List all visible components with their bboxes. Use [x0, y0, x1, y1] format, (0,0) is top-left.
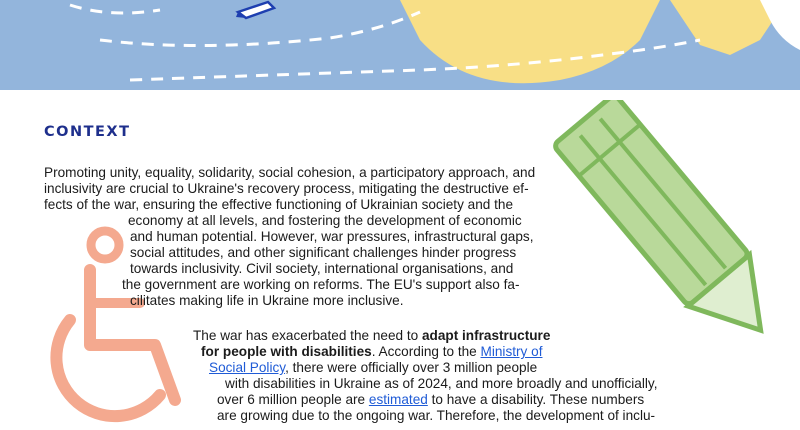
- paragraph-line: economy at all levels, and fostering the development of economic: [128, 213, 522, 228]
- estimated-link[interactable]: estimated: [368, 392, 428, 407]
- dashed-line-1: [70, 5, 160, 13]
- text-run: over 6 million people are: [217, 392, 369, 407]
- section-heading: CONTEXT: [44, 124, 131, 140]
- paragraph-line: towards inclusivity. Civil society, international organisations, and: [130, 261, 514, 276]
- ministry-link[interactable]: Social Policy: [209, 360, 286, 375]
- paragraph-line: [209, 360, 537, 375]
- top-banner: [0, 0, 800, 90]
- paragraph-line: [217, 392, 644, 407]
- emphasis-text: for people with disabilities: [201, 344, 372, 359]
- pen-icon: [236, 2, 274, 18]
- pencil-icon: [540, 100, 800, 360]
- text-run: The war has exacerbated the need to: [193, 328, 422, 343]
- paragraph-line: with disabilities in Ukraine as of 2024, and more broadly and unofficially,: [225, 376, 658, 391]
- paragraph-line: are growing due to the ongoing war. Therefore, the development of inclu-: [217, 408, 656, 423]
- emphasis-text: adapt infrastructure: [421, 328, 551, 343]
- paragraph-line: cilitates making life in Ukraine more inclusive.: [130, 293, 404, 308]
- banner-illustration: [0, 0, 800, 90]
- dashed-line-2: [100, 12, 420, 46]
- text-run: to have a disability. These numbers: [427, 392, 645, 407]
- paragraph-line: social attitudes, and other significant challenges hinder progress: [130, 245, 517, 260]
- paragraph-line: the government are working on reforms. The EU's support also fa-: [122, 277, 520, 292]
- paragraph-line: and human potential. However, war pressures, infrastructural gaps,: [130, 229, 534, 244]
- paragraph-line: fects of the war, ensuring the effective functioning of Ukrainian society and the: [44, 197, 514, 212]
- paragraph-line: [201, 344, 542, 359]
- paragraph-line: inclusivity are crucial to Ukraine's recovery process, mitigating the destructive ef-: [44, 181, 529, 196]
- text-run: , there were officially over 3 million people: [285, 360, 538, 375]
- ministry-link[interactable]: Ministry of: [480, 344, 543, 359]
- yellow-shape-left: [400, 0, 660, 83]
- text-run: . According to the: [371, 344, 481, 359]
- paragraph-line: [193, 328, 550, 343]
- paragraph-line: Promoting unity, equality, solidarity, social cohesion, a participatory approach, and: [44, 165, 536, 180]
